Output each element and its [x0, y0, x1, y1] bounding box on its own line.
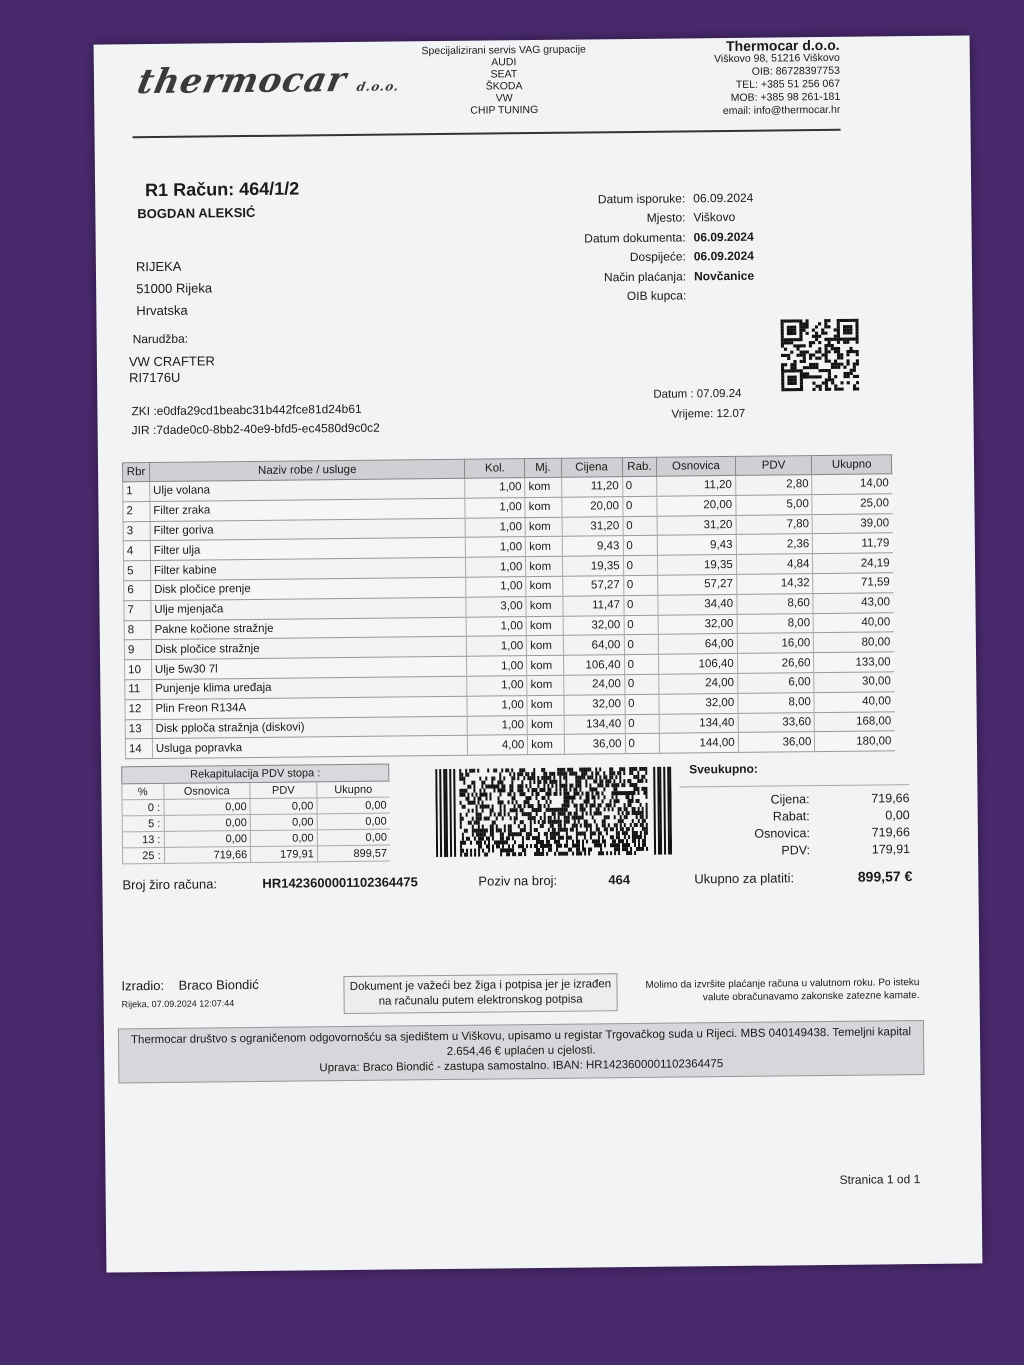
table-cell: 5	[124, 561, 151, 581]
table-cell: Filter goriva	[150, 518, 466, 541]
table-cell: 0	[624, 615, 659, 635]
table-cell: 8,00	[737, 613, 814, 634]
meta-label: Način plaćanja:	[603, 269, 687, 285]
table-cell: 1,00	[465, 497, 525, 517]
table-cell: 24,19	[813, 553, 893, 574]
table-cell: 4,00	[468, 735, 528, 755]
invoice-title: R1 Račun: 464/1/2	[145, 178, 300, 201]
recap-cell: 0,00	[317, 813, 390, 830]
table-cell: 32,00	[563, 694, 624, 714]
table-cell: 57,27	[658, 574, 737, 595]
table-cell: 0	[624, 654, 659, 674]
table-cell: kom	[527, 655, 563, 675]
table-cell: 32,00	[563, 615, 624, 635]
table-cell: 33,60	[738, 712, 815, 733]
recap-cell: 719,66	[164, 847, 251, 864]
table-cell: 11,79	[813, 533, 893, 554]
table-cell: 1,00	[466, 557, 526, 577]
table-cell: 1,00	[467, 695, 527, 715]
table-cell: 12	[125, 699, 152, 719]
table-cell: kom	[527, 636, 563, 656]
column-header: PDV	[735, 456, 812, 476]
summary-label: Rabat:	[772, 809, 810, 824]
table-cell: 0	[623, 536, 658, 556]
table-cell: kom	[527, 675, 563, 695]
table-cell: kom	[527, 715, 563, 735]
table-cell: Filter kabine	[150, 557, 466, 580]
table-cell: 64,00	[658, 634, 737, 655]
meta-label: OIB kupca:	[626, 288, 687, 304]
table-cell: 0	[622, 476, 657, 496]
table-cell: 26,60	[737, 653, 814, 674]
table-cell: 4	[123, 541, 150, 561]
table-cell: 0	[625, 714, 660, 734]
table-cell: 0	[625, 734, 660, 754]
table-cell: 2,80	[735, 475, 812, 496]
table-cell: 64,00	[563, 635, 624, 655]
table-cell: 40,00	[814, 692, 894, 713]
table-cell: 1,00	[467, 676, 527, 696]
items-table	[122, 454, 895, 759]
issued-by: Izradio: Braco Biondić Rijeka, 07.09.2024 12:07:44	[121, 976, 259, 1010]
table-cell: 106,40	[659, 654, 738, 675]
table-cell: 0	[624, 674, 659, 694]
table-cell: 31,20	[562, 516, 623, 536]
vat-recap: Rekapitulacija PDV stopa : % Osnovica PDV Ukupno 0 : 0,00 0,00 0,00 5 : 0,00 0,00 0,00 13 : 0,00 0,00 0,00 25 : 719,66 179,91 899,57	[121, 764, 390, 865]
table-cell: 11	[125, 680, 152, 700]
table-cell: 180,00	[815, 731, 895, 752]
recap-cell: 179,91	[251, 846, 318, 863]
meta-label: Datum dokumenta:	[584, 230, 686, 246]
summary-title: Sveukupno:	[689, 761, 758, 777]
meta-value: 06.09.2024	[693, 248, 754, 264]
recap-cell: 0,00	[250, 814, 317, 831]
table-cell: 20,00	[561, 496, 622, 516]
table-cell: 11,20	[561, 477, 622, 497]
table-cell: kom	[528, 735, 564, 755]
table-cell: 1,00	[467, 616, 527, 636]
column-header: Kol.	[465, 459, 525, 479]
table-cell: kom	[526, 616, 562, 636]
summary-row	[680, 842, 910, 861]
table-cell: 71,59	[813, 573, 893, 594]
table-cell: kom	[525, 477, 561, 497]
fiscal-codes	[131, 400, 380, 441]
recap-cell: 0,00	[317, 829, 390, 846]
table-cell: 0	[624, 694, 659, 714]
summary-label: Osnovica:	[754, 826, 810, 841]
meta-row	[556, 227, 754, 249]
table-cell: 16,00	[737, 633, 814, 654]
meta-value: 06.09.2024	[693, 229, 754, 245]
recap-cell: 899,57	[317, 845, 390, 862]
table-cell: kom	[525, 517, 561, 537]
customer-name: BOGDAN ALEKSIĆ	[137, 204, 256, 222]
table-cell: 14	[125, 739, 152, 759]
table-cell: 25,00	[812, 494, 892, 515]
table-cell: 36,00	[738, 732, 815, 753]
table-cell: 168,00	[814, 711, 894, 732]
recap-cell: 0,00	[164, 799, 251, 816]
table-cell: 34,40	[658, 594, 737, 615]
column-header: Mj.	[525, 458, 561, 477]
table-cell: 9,43	[657, 535, 736, 556]
payment-line: Broj žiro računa: HR1423600001102364475 Poziv na broj: 464 Ukupno za platiti: 899,57 €	[122, 868, 913, 892]
table-cell: 5,00	[736, 494, 813, 515]
table-cell: 39,00	[812, 513, 892, 534]
jir-code: JIR :7dade0c0-8bb2-40e9-bfd5-ec4580d9c0c2	[131, 420, 380, 438]
specialization-block: Specijalizirani servis VAG grupacije AUDI SEAT ŠKODA VW CHIP TUNING	[421, 43, 586, 117]
qr-code	[781, 319, 860, 392]
table-cell: Usluga popravka	[152, 736, 468, 759]
table-cell: 144,00	[659, 733, 738, 754]
recap-cell: 0,00	[164, 815, 251, 832]
table-cell: kom	[526, 576, 562, 596]
recap-cell: 0,00	[317, 797, 390, 814]
order-label: Narudžba:	[132, 331, 189, 347]
table-cell: 6	[124, 581, 151, 601]
table-cell: kom	[525, 497, 561, 517]
summary-value: 179,91	[871, 842, 911, 857]
total-amount: 899,57 €	[857, 868, 913, 885]
recap-cell: 0,00	[250, 830, 317, 847]
table-cell: Pakne kočione stražnje	[151, 617, 467, 640]
table-cell: 0	[623, 595, 658, 615]
table-cell: 19,35	[562, 556, 623, 576]
table-cell: 9,43	[562, 536, 623, 556]
table-cell: 11,47	[562, 595, 623, 615]
summary-totals	[679, 784, 910, 861]
summary-label: PDV:	[781, 843, 811, 858]
table-cell: kom	[526, 556, 562, 576]
table-cell: 57,27	[562, 576, 623, 596]
table-cell: 4,84	[736, 554, 813, 575]
recap-cell: 0,00	[250, 798, 317, 815]
meta-value: 06.09.2024	[693, 190, 754, 206]
table-cell: 43,00	[813, 593, 893, 614]
table-cell: 9	[124, 640, 151, 660]
table-cell: 19,35	[658, 555, 737, 576]
table-cell: 0	[624, 635, 659, 655]
table-cell: 32,00	[659, 693, 738, 714]
zki-code: ZKI :e0dfa29cd1beabc31b442fce81d24b61	[131, 401, 362, 419]
meta-value: Viškovo	[693, 210, 736, 225]
table-cell: kom	[526, 596, 562, 616]
table-cell: 1,00	[468, 715, 528, 735]
table-cell: 36,00	[564, 734, 625, 754]
table-cell: 14,32	[736, 574, 813, 595]
table-cell: 134,40	[564, 714, 625, 734]
table-cell: 24,00	[563, 675, 624, 695]
page-number: Stranica 1 od 1	[839, 1172, 921, 1187]
company-info: Thermocar d.o.o. Viškovo 98, 51216 Viškovo OIB: 86728397753 TEL: +385 51 256 067 MOB: +385 98 261-181 email: info@thermocar.hr	[714, 36, 841, 118]
meta-row	[556, 246, 754, 268]
table-cell: Disk pploča stražnja (diskovi)	[152, 716, 468, 739]
table-cell: 0	[622, 496, 657, 516]
table-cell: 3	[123, 521, 150, 541]
table-cell: 14,00	[812, 474, 892, 495]
table-cell: 7,80	[736, 514, 813, 535]
meta-label: Dospijeće:	[629, 249, 686, 265]
reference-number: 464	[608, 871, 631, 887]
table-cell: Punjenje klima uređaja	[152, 676, 468, 699]
table-cell: 13	[125, 719, 152, 739]
meta-row	[555, 207, 753, 229]
invoice-paper	[94, 35, 983, 1272]
recap-header: Ukupno	[317, 782, 390, 798]
table-cell: 7	[124, 600, 151, 620]
table-cell: 1,00	[465, 478, 525, 498]
payment-terms-note: Molimo da izvršite plaćanje računa u valutnom roku. Po isteku valute obračunavamo zakonske zatezne kamate.	[645, 977, 920, 1004]
meta-value: Novčanice	[693, 268, 755, 284]
meta-row	[555, 188, 753, 210]
legal-footer: Thermocar društvo s ograničenom odgovornošću sa sjedištem u Viškovu, upisamo u registar Trgovačkog suda u Rijeci. MBS 040149438. Temeljni kapital 2.654,46 € uplaćen u cjelosti. Uprava: Braco Biondić - zastupa samostalno. IBAN: HR1423600001102364475	[118, 1020, 925, 1083]
table-cell: 24,00	[659, 673, 738, 694]
recap-header: Osnovica	[163, 783, 250, 799]
table-cell: 6,00	[737, 673, 814, 694]
column-header: Rab.	[622, 457, 657, 476]
table-cell: 30,00	[814, 672, 894, 693]
table-cell: Ulje 5w30 7l	[151, 656, 467, 679]
column-header: Rbr	[122, 463, 149, 482]
invoice-meta	[555, 188, 754, 307]
summary-value: 0,00	[885, 808, 910, 823]
table-cell: 32,00	[658, 614, 737, 635]
table-cell: 2	[123, 501, 150, 521]
column-header: Osnovica	[657, 456, 736, 476]
table-cell: 133,00	[814, 652, 894, 673]
table-cell: 11,20	[657, 475, 736, 496]
table-cell: Plin Freon R134A	[152, 696, 468, 719]
table-cell: 3,00	[466, 596, 526, 616]
table-cell: kom	[527, 695, 563, 715]
table-cell: Disk pločice stražnje	[151, 637, 467, 660]
table-cell: 0	[623, 575, 658, 595]
table-cell: Filter zraka	[150, 498, 466, 521]
company-logo: thermocar d.o.o.	[133, 59, 401, 103]
table-cell: 8	[124, 620, 151, 640]
meta-label: Mjesto:	[646, 210, 686, 226]
signature-note: Dokument je važeći bez žiga i potpisa jer je izrađen na računalu putem elektronskog potpisa	[343, 973, 617, 1014]
summary-label: Cijena:	[770, 792, 810, 807]
fiscal-datetime: Datum : 07.09.24 Vrijeme: 12.07	[653, 387, 746, 421]
table-cell: 31,20	[657, 515, 736, 536]
recap-cell: 13 :	[122, 831, 164, 847]
table-cell: 8,60	[737, 593, 814, 614]
table-cell: 134,40	[659, 713, 738, 734]
column-header: Ukupno	[812, 455, 892, 475]
customer-address: RIJEKA 51000 Rijeka Hrvatska	[135, 258, 213, 319]
table-cell: Ulje mjenjača	[151, 597, 467, 620]
table-cell: 2,36	[736, 534, 813, 555]
table-cell: 1	[123, 482, 150, 502]
recap-cell: 0 :	[122, 799, 164, 815]
pdf417-barcode	[435, 767, 672, 857]
table-cell: 0	[623, 555, 658, 575]
table-cell: 10	[125, 660, 152, 680]
table-cell: 20,00	[657, 495, 736, 516]
iban-value: HR1423600001102364475	[262, 873, 418, 891]
recap-cell: 5 :	[122, 815, 164, 831]
table-cell: 1,00	[466, 517, 526, 537]
table-cell: 40,00	[813, 612, 893, 633]
table-cell: Filter ulja	[150, 538, 466, 561]
table-cell: 80,00	[814, 632, 894, 653]
table-cell: Disk pločice prenje	[151, 577, 467, 600]
meta-row	[556, 285, 754, 307]
table-cell: 1,00	[467, 656, 527, 676]
table-cell: kom	[526, 537, 562, 557]
header-divider	[133, 129, 841, 138]
meta-label: Datum isporuke:	[597, 191, 686, 207]
column-header: Naziv robe / usluge	[149, 459, 465, 481]
summary-value: 719,66	[871, 825, 910, 840]
table-cell: 1,00	[467, 636, 527, 656]
table-cell: 1,00	[466, 537, 526, 557]
vehicle-info: VW CRAFTER RI7176U	[128, 353, 215, 386]
table-cell: 106,40	[563, 655, 624, 675]
table-cell: Ulje volana	[150, 478, 466, 501]
table-cell: 1,00	[466, 577, 526, 597]
recap-cell: 25 :	[123, 847, 165, 863]
recap-header: %	[122, 784, 164, 800]
recap-cell: 0,00	[164, 831, 251, 848]
meta-row	[556, 266, 754, 288]
recap-header: PDV	[250, 782, 317, 798]
table-cell: 0	[623, 516, 658, 536]
recap-row	[123, 845, 391, 864]
table-cell: 8,00	[738, 692, 815, 713]
column-header: Cijena	[561, 458, 622, 478]
summary-value: 719,66	[871, 791, 910, 806]
